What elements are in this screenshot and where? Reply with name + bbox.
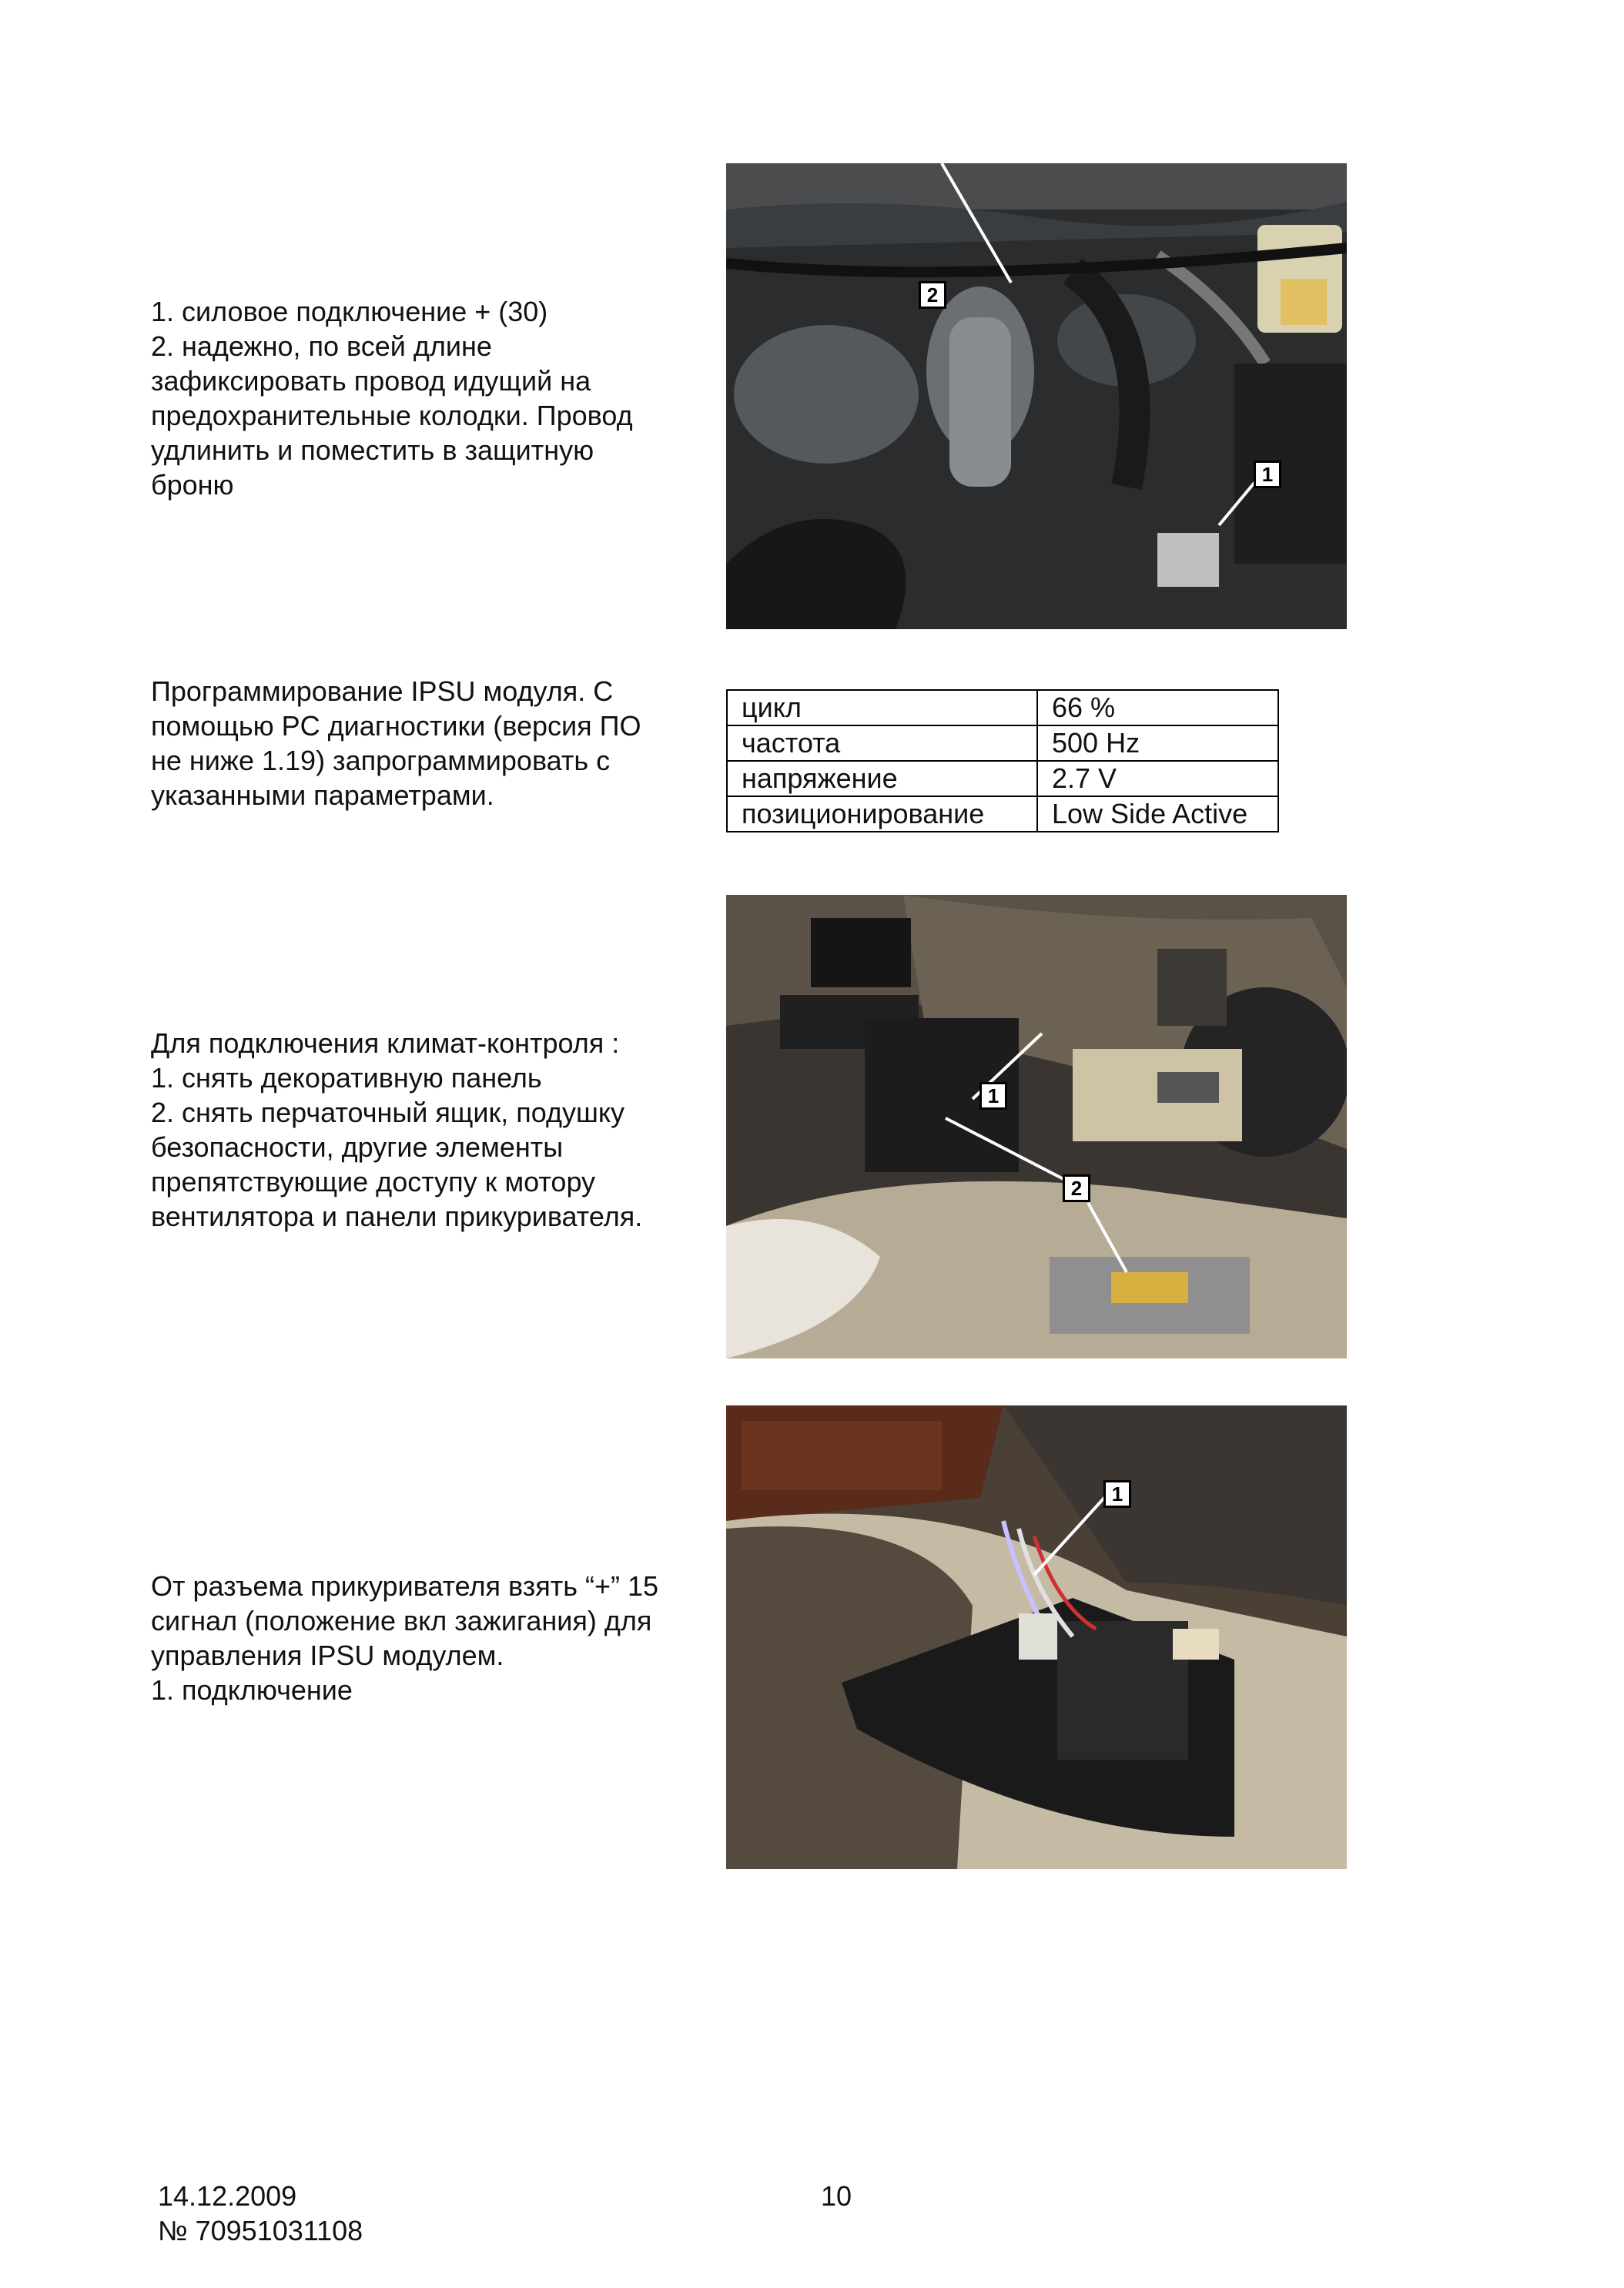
text-line: Программирование IPSU модуля. С xyxy=(151,675,614,707)
page-number: 10 xyxy=(821,2180,852,2212)
text-line: указанными параметрами. xyxy=(151,779,494,811)
text-line: 1. силовое подключение + (30) xyxy=(151,296,548,327)
text-line: удлинить и поместить в защитную xyxy=(151,434,594,466)
text-line: сигнал (положение вкл зажигания) для xyxy=(151,1605,652,1636)
table-row xyxy=(727,690,1278,725)
text-line: 1. снять декоративную панель xyxy=(151,1062,542,1094)
callout-marker: 2 xyxy=(919,281,946,309)
table-row xyxy=(727,725,1278,761)
text-line: предохранительные колодки. Провод xyxy=(151,400,633,431)
callout-marker: 1 xyxy=(1254,461,1281,488)
table-cell-parameter: цикл xyxy=(727,690,1037,725)
table-cell-parameter: напряжение xyxy=(727,761,1037,796)
text-line: броню xyxy=(151,469,234,501)
table-cell-value: 2.7 V xyxy=(1037,761,1278,796)
text-line: препятствующие доступу к мотору xyxy=(151,1166,596,1198)
table-cell-value: 66 % xyxy=(1037,690,1278,725)
text-line: 1. подключение xyxy=(151,1674,353,1706)
text-line: 2. надежно, по всей длине xyxy=(151,330,492,362)
text-line: безопасности, другие элементы xyxy=(151,1131,564,1163)
text-line: От разъема прикуривателя взять “+” 15 xyxy=(151,1570,659,1602)
instructions-cigarette-lighter xyxy=(151,1569,658,1707)
cigarette-lighter-photo xyxy=(726,1405,1347,1869)
table-row xyxy=(727,796,1278,832)
callout-marker: 2 xyxy=(1063,1174,1090,1202)
footer-date: 14.12.2009 xyxy=(158,2180,297,2212)
instructions-power-connection xyxy=(151,294,633,502)
text-line: помощью PC диагностики (версия ПО xyxy=(151,710,641,742)
text-line: Для подключения климат-контроля : xyxy=(151,1027,620,1059)
table-cell-value: Low Side Active xyxy=(1037,796,1278,832)
text-line: зафиксировать провод идущий на xyxy=(151,365,591,397)
instructions-climate-control xyxy=(151,1026,642,1234)
engine-bay-photo xyxy=(726,163,1347,629)
table-row xyxy=(727,761,1278,796)
table-cell-parameter: частота xyxy=(727,725,1037,761)
footer-document-number: № 70951031108 xyxy=(158,2215,363,2246)
text-line: вентилятора и панели прикуривателя. xyxy=(151,1201,643,1232)
text-line: 2. снять перчаточный ящик, подушку xyxy=(151,1097,625,1128)
dashboard-photo xyxy=(726,895,1347,1358)
callout-marker: 1 xyxy=(979,1082,1007,1110)
text-line: не ниже 1.19) запрограммировать с xyxy=(151,745,611,776)
instructions-ipsu-programming xyxy=(151,674,641,812)
table-cell-parameter: позиционирование xyxy=(727,796,1037,832)
callout-marker: 1 xyxy=(1103,1480,1131,1508)
table-cell-value: 500 Hz xyxy=(1037,725,1278,761)
text-line: управления IPSU модулем. xyxy=(151,1640,504,1671)
ipsu-parameters-table xyxy=(726,689,1279,832)
